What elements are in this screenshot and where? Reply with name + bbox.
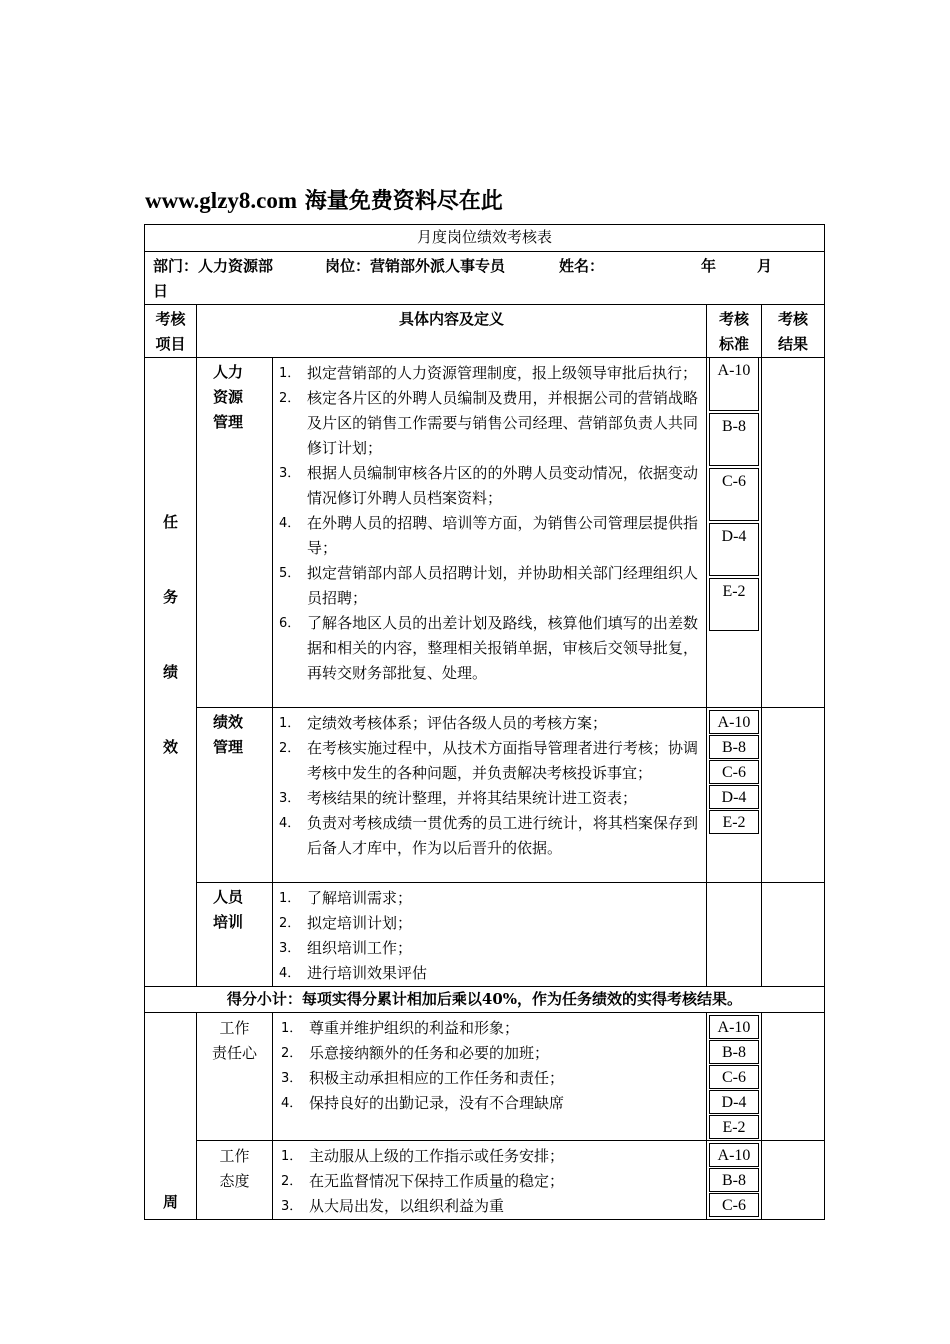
section-responsibility-name: 工作 责任心 (197, 1013, 273, 1141)
section-hr-standards (707, 358, 762, 708)
list-item: 3． 根据人员编制审核各片区的的外聘人员变动情况，依据变动情况修订外聘人员档案资料； (279, 464, 698, 507)
list-item: 2． 核定各片区的外聘人员编制及费用，并根据公司的营销战略及片区的销售工作需要与销售公司经理、营销部负责人共同修订计划； (279, 389, 698, 457)
standard-a: A-10 (709, 710, 759, 734)
list-item: 3． 考核结果的统计整理，并将其结果统计进工资表； (279, 789, 638, 807)
standard-a: A-10 (709, 1015, 759, 1039)
standard-d: D-4 (709, 523, 759, 576)
col-header-item: 考核 项目 (145, 305, 197, 358)
list-item: 2． 在考核实施过程中，从技术方面指导管理者进行考核；协调考核中发生的各种问题，并负责解决考核投诉事宜； (279, 739, 698, 782)
standard-d: D-4 (709, 1090, 759, 1114)
list-item: 1． 尊重并维护组织的利益和形象； (281, 1019, 520, 1037)
site-url[interactable]: www.glzy8.com (145, 188, 298, 213)
list-item: 1． 拟定营销部的人力资源管理制度，报上级领导审批后执行； (279, 364, 698, 382)
section-responsibility-standards (707, 1013, 762, 1141)
list-item: 6． 了解各地区人员的出差计划及路线，核算他们填写的出差数据和相关的内容，整理相关报销单据，审核后交领导批复，再转交财务部批复、处理。 (279, 614, 698, 682)
list-item: 3． 组织培训工作； (279, 939, 413, 957)
standard-c: C-6 (709, 760, 759, 784)
site-header (145, 184, 503, 215)
list-item: 1． 主动服从上级的工作指示或任务安排； (281, 1147, 565, 1165)
subtotal-note: 得分小计：每项实得分累计相加后乘以40%，作为任务绩效的实得考核结果。 (145, 987, 825, 1013)
section-perf-content (273, 708, 707, 883)
list-item: 4． 负责对考核成绩一贯优秀的员工进行统计，将其档案保存到后备人才库中，作为以后晋升的依据。 (279, 814, 698, 857)
standard-c: C-6 (709, 1065, 759, 1089)
dept-field: 部门：人力资源部 (153, 257, 274, 275)
standard-e: E-2 (709, 1115, 759, 1139)
section-hr-name: 人力 资源 管理 (197, 358, 273, 708)
list-item: 1． 了解培训需求； (279, 889, 413, 907)
standard-c: C-6 (709, 1193, 759, 1217)
section-attitude-content (273, 1141, 707, 1220)
list-item: 2． 乐意接纳额外的任务和必要的加班； (281, 1044, 550, 1062)
section-responsibility-content (273, 1013, 707, 1141)
standard-b: B-8 (709, 413, 759, 466)
section-perf-standards (707, 708, 762, 883)
list-item: 3． 积极主动承担相应的工作任务和责任； (281, 1069, 565, 1087)
list-item: 4． 保持良好的出勤记录，没有不合理缺席 (281, 1094, 565, 1112)
section-hr-result[interactable] (762, 358, 825, 708)
standard-a: A-10 (709, 1143, 759, 1167)
standard-b: B-8 (709, 1168, 759, 1192)
standard-c: C-6 (709, 468, 759, 521)
standard-e: E-2 (709, 810, 759, 834)
post-field: 岗位：营销部外派人事专员 (325, 257, 506, 275)
task-performance-label: 任 务 绩 效 (145, 358, 197, 987)
year-label: 年 (701, 257, 717, 275)
col-header-result: 考核 结果 (762, 305, 825, 358)
day-label: 日 (153, 282, 169, 300)
month-label: 月 (757, 257, 773, 275)
list-item: 4． 进行培训效果评估 (279, 964, 428, 982)
section-training-content (273, 883, 707, 987)
performance-form-table (144, 224, 825, 1220)
week-label: 周 (145, 1013, 197, 1220)
site-slogan: 海量免费资料尽在此 (304, 188, 503, 214)
list-item: 4． 在外聘人员的招聘、培训等方面，为销售公司管理层提供指导； (279, 514, 698, 557)
standard-b: B-8 (709, 735, 759, 759)
standard-a: A-10 (709, 358, 759, 411)
section-attitude-standards (707, 1141, 762, 1220)
standard-d: D-4 (709, 785, 759, 809)
standard-b: B-8 (709, 1040, 759, 1064)
col-header-standard: 考核 标准 (707, 305, 762, 358)
section-training-name: 人员 培训 (197, 883, 273, 987)
list-item: 3． 从大局出发，以组织利益为重 (281, 1197, 505, 1215)
section-training-result[interactable] (762, 883, 825, 987)
form-title: 月度岗位绩效考核表 (145, 225, 825, 252)
section-attitude-result[interactable] (762, 1141, 825, 1220)
name-field: 姓名： (559, 257, 605, 275)
standard-e: E-2 (709, 578, 759, 631)
form-info (145, 252, 825, 305)
section-training-standards (707, 883, 762, 987)
list-item: 1． 定绩效考核体系；评估各级人员的考核方案； (279, 714, 608, 732)
list-item: 5． 拟定营销部内部人员招聘计划，并协助相关部门经理组织人员招聘； (279, 564, 698, 607)
col-header-content: 具体内容及定义 (197, 305, 707, 358)
list-item: 2． 拟定培训计划； (279, 914, 413, 932)
section-attitude-name: 工作 态度 (197, 1141, 273, 1220)
section-hr-content (273, 358, 707, 708)
list-item: 2． 在无监督情况下保持工作质量的稳定； (281, 1172, 565, 1190)
section-perf-name: 绩效 管理 (197, 708, 273, 883)
section-perf-result[interactable] (762, 708, 825, 883)
section-responsibility-result[interactable] (762, 1013, 825, 1141)
